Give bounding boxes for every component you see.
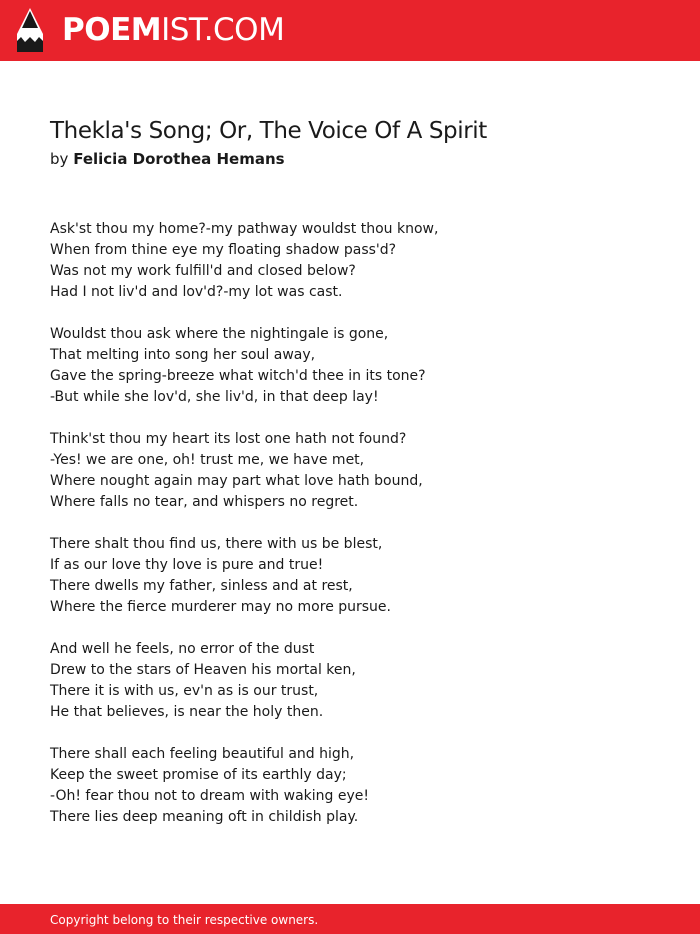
poem-line: Where nought again may part what love hath bound, bbox=[50, 473, 423, 489]
stanza bbox=[50, 219, 670, 303]
stanza bbox=[50, 639, 670, 723]
stanza bbox=[50, 324, 670, 408]
copyright-text: Copyright belong to their respective owners. bbox=[50, 913, 319, 927]
poem-line: There dwells my father, sinless and at rest, bbox=[50, 578, 353, 594]
poem-line: That melting into song her soul away, bbox=[50, 347, 316, 363]
author-name[interactable]: Felicia Dorothea Hemans bbox=[73, 150, 285, 168]
site-footer bbox=[0, 904, 700, 934]
poem-line: There it is with us, ev'n as is our trust, bbox=[50, 683, 319, 699]
poem-line: Wouldst thou ask where the nightingale is gone, bbox=[50, 326, 389, 342]
poem-line: There lies deep meaning oft in childish play. bbox=[50, 809, 359, 825]
by-label: by bbox=[50, 150, 69, 168]
poem-line: He that believes, is near the holy then. bbox=[50, 704, 324, 720]
poem-line: Where falls no tear, and whispers no regret. bbox=[50, 494, 359, 510]
poem-line: Was not my work fulfill'd and closed below? bbox=[50, 263, 356, 279]
poem-line: Had I not liv'd and lov'd?-my lot was cast. bbox=[50, 284, 343, 300]
poem-line: Drew to the stars of Heaven his mortal ken, bbox=[50, 662, 356, 678]
poem-line: -But while she lov'd, she liv'd, in that deep lay! bbox=[50, 389, 379, 405]
byline bbox=[50, 149, 285, 169]
site-header bbox=[0, 0, 700, 61]
poem-title: Thekla's Song; Or, The Voice Of A Spirit bbox=[50, 118, 487, 144]
pencil-tip-icon[interactable] bbox=[16, 8, 44, 52]
poem-line: There shalt thou find us, there with us be blest, bbox=[50, 536, 383, 552]
poem-line: When from thine eye my floating shadow pass'd? bbox=[50, 242, 397, 258]
poem-line: Think'st thou my heart its lost one hath not found? bbox=[50, 431, 407, 447]
poem-line: -Yes! we are one, oh! trust me, we have met, bbox=[50, 452, 365, 468]
stanza bbox=[50, 429, 670, 513]
poem-line: Gave the spring-breeze what witch'd thee in its tone? bbox=[50, 368, 426, 384]
poem-body bbox=[50, 219, 670, 849]
poem-line: -Oh! fear thou not to dream with waking eye! bbox=[50, 788, 369, 804]
poem-line: Where the fierce murderer may no more pursue. bbox=[50, 599, 391, 615]
poem-line: If as our love thy love is pure and true! bbox=[50, 557, 324, 573]
site-logo[interactable] bbox=[62, 12, 284, 48]
poem-line: Keep the sweet promise of its earthly day; bbox=[50, 767, 347, 783]
poem-line: And well he feels, no error of the dust bbox=[50, 641, 315, 657]
logo-text-bold: POEM bbox=[62, 12, 162, 48]
poem-line: Ask'st thou my home?-my pathway wouldst thou know, bbox=[50, 221, 439, 237]
stanza bbox=[50, 744, 670, 828]
stanza bbox=[50, 534, 670, 618]
logo-text-light: IST.COM bbox=[161, 12, 285, 48]
poem-line: There shall each feeling beautiful and high, bbox=[50, 746, 355, 762]
